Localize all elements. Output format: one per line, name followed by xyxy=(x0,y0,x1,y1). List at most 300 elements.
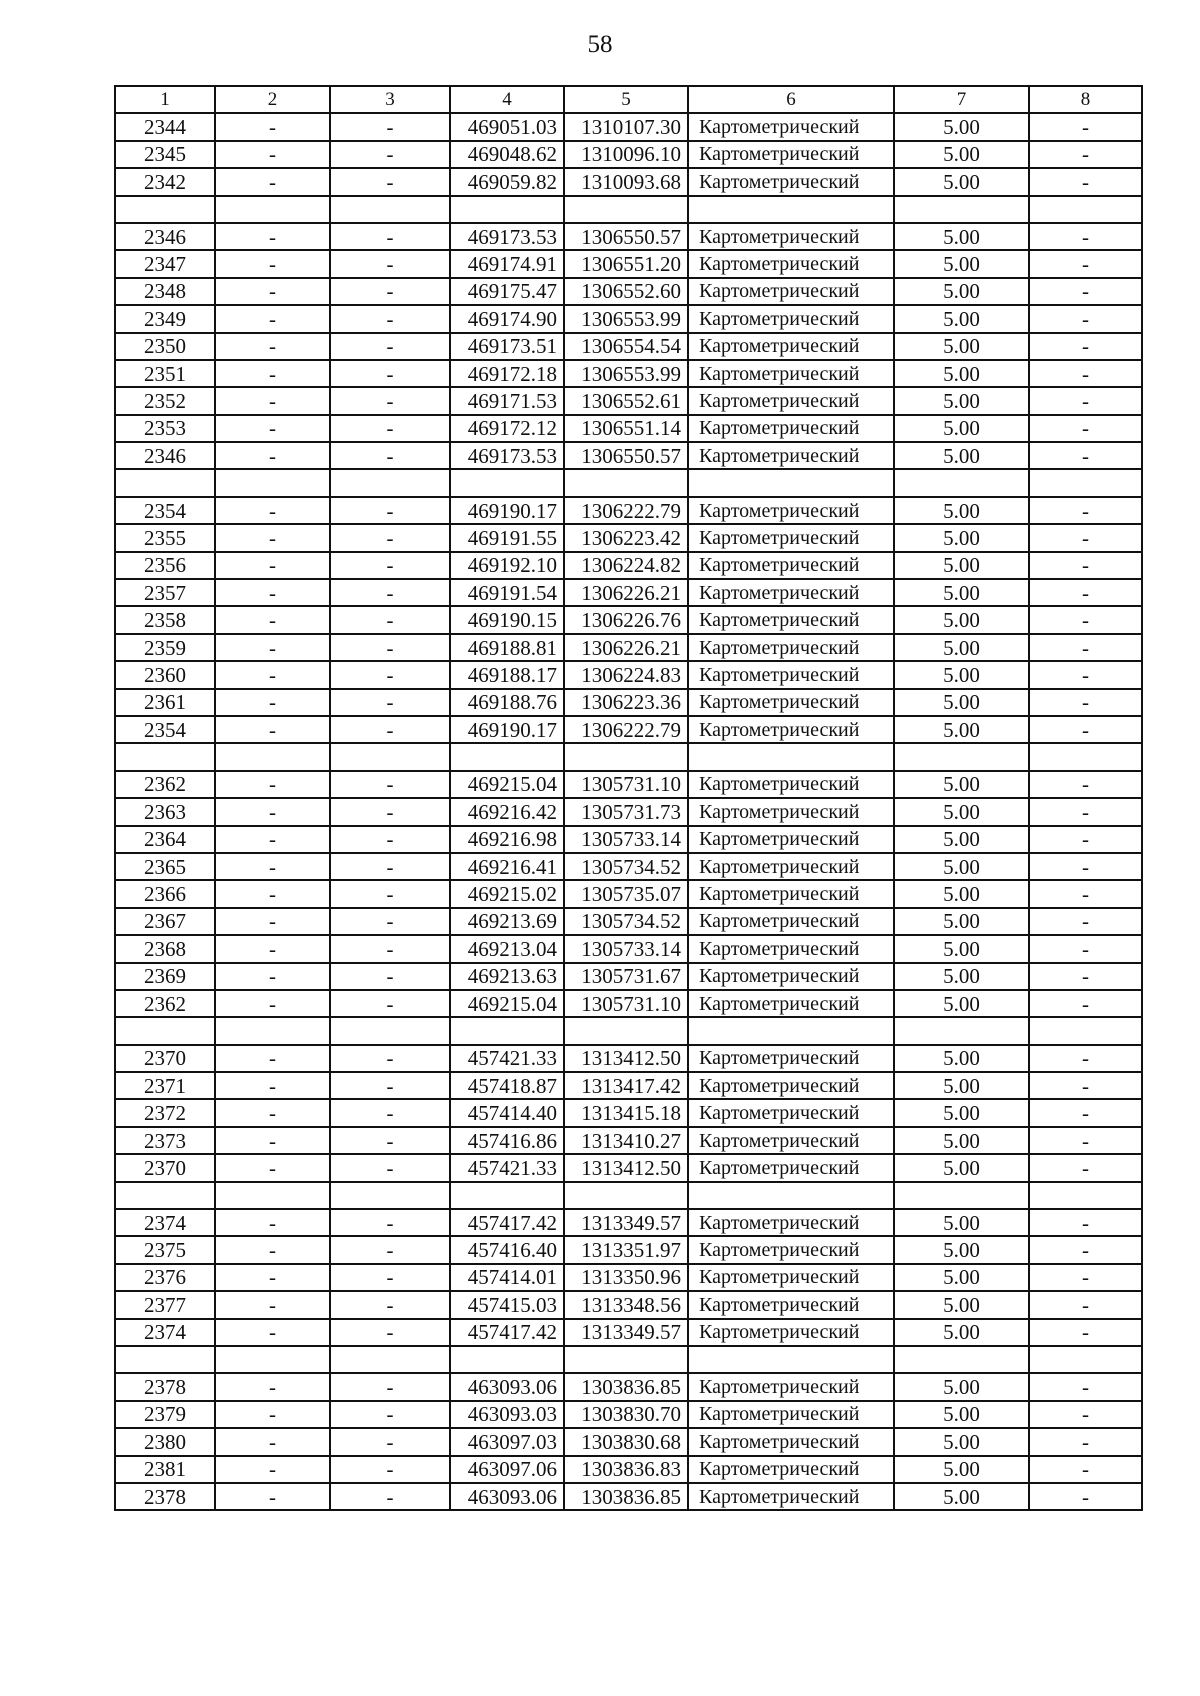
cell-point-number xyxy=(115,196,215,223)
cell-point-number xyxy=(115,469,215,496)
cell-x-coordinate xyxy=(450,1182,564,1209)
cell-accuracy xyxy=(894,1346,1029,1373)
cell-col-3: - xyxy=(330,1045,450,1072)
cell-y-coordinate: 1306226.76 xyxy=(564,606,688,633)
cell-col-3: - xyxy=(330,552,450,579)
cell-x-coordinate: 463093.06 xyxy=(450,1373,564,1400)
cell-col-3: - xyxy=(330,716,450,743)
cell-col-3: - xyxy=(330,1099,450,1126)
table-row xyxy=(115,1154,1142,1181)
cell-accuracy: 5.00 xyxy=(894,963,1029,990)
cell-col-2: - xyxy=(215,634,330,661)
cell-accuracy xyxy=(894,469,1029,496)
cell-y-coordinate: 1306552.61 xyxy=(564,387,688,414)
cell-y-coordinate: 1306223.42 xyxy=(564,524,688,551)
cell-accuracy: 5.00 xyxy=(894,1291,1029,1318)
cell-col-8: - xyxy=(1029,305,1142,332)
cell-method: Картометрический xyxy=(688,826,894,853)
cell-point-number: 2361 xyxy=(115,689,215,716)
cell-col-2: - xyxy=(215,689,330,716)
cell-point-number: 2371 xyxy=(115,1072,215,1099)
cell-accuracy: 5.00 xyxy=(894,1401,1029,1428)
table-row xyxy=(115,250,1142,277)
cell-x-coordinate: 457421.33 xyxy=(450,1154,564,1181)
cell-method: Картометрический xyxy=(688,689,894,716)
cell-point-number: 2360 xyxy=(115,661,215,688)
cell-method xyxy=(688,1182,894,1209)
page-number: 58 xyxy=(587,31,613,58)
cell-y-coordinate: 1303836.83 xyxy=(564,1456,688,1483)
cell-y-coordinate xyxy=(564,1017,688,1044)
cell-method: Картометрический xyxy=(688,606,894,633)
cell-x-coordinate: 463097.03 xyxy=(450,1428,564,1455)
cell-col-3: - xyxy=(330,579,450,606)
cell-col-8: - xyxy=(1029,223,1142,250)
cell-method: Картометрический xyxy=(688,1456,894,1483)
cell-accuracy: 5.00 xyxy=(894,1456,1029,1483)
column-header-1: 1 xyxy=(115,86,215,113)
cell-col-2: - xyxy=(215,497,330,524)
cell-col-8: - xyxy=(1029,689,1142,716)
table-row xyxy=(115,880,1142,907)
cell-y-coordinate xyxy=(564,469,688,496)
cell-method: Картометрический xyxy=(688,442,894,469)
cell-y-coordinate: 1306553.99 xyxy=(564,360,688,387)
table-row xyxy=(115,1319,1142,1346)
cell-method xyxy=(688,469,894,496)
cell-col-3: - xyxy=(330,1264,450,1291)
cell-col-3: - xyxy=(330,360,450,387)
cell-col-2: - xyxy=(215,1072,330,1099)
cell-accuracy: 5.00 xyxy=(894,1072,1029,1099)
cell-y-coordinate: 1306224.82 xyxy=(564,552,688,579)
cell-col-3 xyxy=(330,1017,450,1044)
cell-accuracy: 5.00 xyxy=(894,360,1029,387)
cell-col-3: - xyxy=(330,634,450,661)
cell-method: Картометрический xyxy=(688,963,894,990)
cell-col-8: - xyxy=(1029,278,1142,305)
cell-y-coordinate: 1305733.14 xyxy=(564,935,688,962)
column-header-2: 2 xyxy=(215,86,330,113)
cell-method: Картометрический xyxy=(688,1209,894,1236)
cell-col-2: - xyxy=(215,360,330,387)
cell-x-coordinate: 469215.04 xyxy=(450,990,564,1017)
table-row xyxy=(115,579,1142,606)
cell-col-3: - xyxy=(330,1319,450,1346)
cell-col-8: - xyxy=(1029,579,1142,606)
cell-col-2: - xyxy=(215,908,330,935)
cell-col-3 xyxy=(330,1182,450,1209)
column-header-6: 6 xyxy=(688,86,894,113)
cell-col-8 xyxy=(1029,1182,1142,1209)
cell-col-3: - xyxy=(330,1291,450,1318)
cell-x-coordinate: 469190.15 xyxy=(450,606,564,633)
cell-accuracy: 5.00 xyxy=(894,1209,1029,1236)
cell-point-number: 2363 xyxy=(115,798,215,825)
cell-method: Картометрический xyxy=(688,552,894,579)
table-row xyxy=(115,1209,1142,1236)
cell-point-number xyxy=(115,1017,215,1044)
cell-col-2: - xyxy=(215,1428,330,1455)
cell-col-8: - xyxy=(1029,798,1142,825)
cell-col-2: - xyxy=(215,935,330,962)
cell-accuracy: 5.00 xyxy=(894,497,1029,524)
cell-point-number: 2344 xyxy=(115,113,215,140)
cell-accuracy: 5.00 xyxy=(894,1483,1029,1510)
table-row xyxy=(115,1456,1142,1483)
cell-point-number xyxy=(115,1182,215,1209)
cell-col-8: - xyxy=(1029,908,1142,935)
cell-col-8: - xyxy=(1029,1045,1142,1072)
cell-method: Картометрический xyxy=(688,798,894,825)
cell-x-coordinate: 463097.06 xyxy=(450,1456,564,1483)
cell-col-3: - xyxy=(330,606,450,633)
cell-col-2 xyxy=(215,1017,330,1044)
cell-y-coordinate: 1303836.85 xyxy=(564,1483,688,1510)
table-row xyxy=(115,360,1142,387)
cell-x-coordinate: 469190.17 xyxy=(450,716,564,743)
cell-accuracy: 5.00 xyxy=(894,1127,1029,1154)
cell-col-3: - xyxy=(330,333,450,360)
table-row xyxy=(115,853,1142,880)
cell-x-coordinate: 469174.91 xyxy=(450,250,564,277)
cell-point-number: 2359 xyxy=(115,634,215,661)
cell-x-coordinate: 457417.42 xyxy=(450,1209,564,1236)
cell-col-3: - xyxy=(330,113,450,140)
cell-accuracy xyxy=(894,743,1029,770)
cell-method: Картометрический xyxy=(688,1127,894,1154)
cell-col-8: - xyxy=(1029,1428,1142,1455)
cell-method: Картометрический xyxy=(688,661,894,688)
cell-col-8: - xyxy=(1029,661,1142,688)
cell-point-number: 2362 xyxy=(115,990,215,1017)
cell-x-coordinate: 469191.54 xyxy=(450,579,564,606)
cell-y-coordinate: 1306222.79 xyxy=(564,716,688,743)
table-row xyxy=(115,1291,1142,1318)
cell-y-coordinate: 1305733.14 xyxy=(564,826,688,853)
cell-y-coordinate: 1313412.50 xyxy=(564,1045,688,1072)
cell-method: Картометрический xyxy=(688,524,894,551)
cell-col-3: - xyxy=(330,1127,450,1154)
cell-col-8: - xyxy=(1029,935,1142,962)
cell-accuracy xyxy=(894,1182,1029,1209)
cell-x-coordinate: 469174.90 xyxy=(450,305,564,332)
cell-x-coordinate: 469173.53 xyxy=(450,442,564,469)
cell-col-8: - xyxy=(1029,360,1142,387)
table-row xyxy=(115,1045,1142,1072)
cell-point-number: 2378 xyxy=(115,1373,215,1400)
table-row xyxy=(115,661,1142,688)
table-row xyxy=(115,141,1142,168)
cell-y-coordinate: 1306554.54 xyxy=(564,333,688,360)
cell-y-coordinate: 1310093.68 xyxy=(564,168,688,195)
cell-y-coordinate: 1306226.21 xyxy=(564,579,688,606)
cell-method: Картометрический xyxy=(688,1099,894,1126)
cell-point-number: 2362 xyxy=(115,771,215,798)
cell-point-number: 2376 xyxy=(115,1264,215,1291)
cell-col-2: - xyxy=(215,141,330,168)
table-row xyxy=(115,716,1142,743)
cell-method xyxy=(688,743,894,770)
cell-col-8: - xyxy=(1029,552,1142,579)
table-row xyxy=(115,497,1142,524)
cell-y-coordinate: 1306223.36 xyxy=(564,689,688,716)
cell-col-3: - xyxy=(330,278,450,305)
cell-method: Картометрический xyxy=(688,250,894,277)
cell-x-coordinate: 463093.03 xyxy=(450,1401,564,1428)
cell-method: Картометрический xyxy=(688,1428,894,1455)
cell-col-3: - xyxy=(330,524,450,551)
cell-col-2: - xyxy=(215,579,330,606)
cell-accuracy: 5.00 xyxy=(894,1045,1029,1072)
cell-y-coordinate xyxy=(564,196,688,223)
cell-method: Картометрический xyxy=(688,305,894,332)
cell-y-coordinate: 1313349.57 xyxy=(564,1209,688,1236)
cell-col-8: - xyxy=(1029,716,1142,743)
cell-col-8: - xyxy=(1029,963,1142,990)
cell-method xyxy=(688,196,894,223)
cell-col-3: - xyxy=(330,250,450,277)
table-row xyxy=(115,606,1142,633)
cell-method: Картометрический xyxy=(688,908,894,935)
cell-col-8 xyxy=(1029,196,1142,223)
cell-point-number: 2374 xyxy=(115,1319,215,1346)
column-header-8: 8 xyxy=(1029,86,1142,113)
table-row xyxy=(115,1072,1142,1099)
cell-x-coordinate xyxy=(450,743,564,770)
cell-method xyxy=(688,1346,894,1373)
cell-col-2: - xyxy=(215,880,330,907)
cell-method: Картометрический xyxy=(688,360,894,387)
cell-y-coordinate: 1313350.96 xyxy=(564,1264,688,1291)
cell-col-2: - xyxy=(215,963,330,990)
cell-point-number: 2368 xyxy=(115,935,215,962)
cell-col-2: - xyxy=(215,798,330,825)
cell-method: Картометрический xyxy=(688,1373,894,1400)
cell-accuracy: 5.00 xyxy=(894,524,1029,551)
cell-accuracy: 5.00 xyxy=(894,552,1029,579)
cell-col-3: - xyxy=(330,826,450,853)
cell-col-3: - xyxy=(330,963,450,990)
cell-col-8 xyxy=(1029,469,1142,496)
table-row xyxy=(115,689,1142,716)
cell-accuracy: 5.00 xyxy=(894,250,1029,277)
cell-col-3: - xyxy=(330,771,450,798)
cell-method xyxy=(688,1017,894,1044)
cell-method: Картометрический xyxy=(688,853,894,880)
cell-col-3: - xyxy=(330,661,450,688)
cell-x-coordinate: 457414.01 xyxy=(450,1264,564,1291)
header-row xyxy=(115,86,1142,113)
cell-col-3: - xyxy=(330,442,450,469)
cell-col-8: - xyxy=(1029,497,1142,524)
cell-method: Картометрический xyxy=(688,223,894,250)
cell-point-number: 2346 xyxy=(115,223,215,250)
cell-point-number: 2354 xyxy=(115,716,215,743)
cell-col-8: - xyxy=(1029,1401,1142,1428)
cell-accuracy: 5.00 xyxy=(894,606,1029,633)
table-row xyxy=(115,826,1142,853)
table-row xyxy=(115,1428,1142,1455)
cell-accuracy: 5.00 xyxy=(894,442,1029,469)
cell-x-coordinate: 469213.04 xyxy=(450,935,564,962)
cell-point-number: 2370 xyxy=(115,1045,215,1072)
cell-col-2: - xyxy=(215,990,330,1017)
cell-col-8: - xyxy=(1029,1236,1142,1263)
cell-point-number: 2380 xyxy=(115,1428,215,1455)
cell-x-coordinate: 469173.53 xyxy=(450,223,564,250)
cell-x-coordinate xyxy=(450,196,564,223)
cell-col-2: - xyxy=(215,1373,330,1400)
cell-y-coordinate: 1305734.52 xyxy=(564,853,688,880)
cell-x-coordinate: 469188.17 xyxy=(450,661,564,688)
cell-accuracy: 5.00 xyxy=(894,168,1029,195)
cell-x-coordinate xyxy=(450,1346,564,1373)
cell-col-2: - xyxy=(215,442,330,469)
cell-point-number: 2373 xyxy=(115,1127,215,1154)
cell-col-2: - xyxy=(215,1045,330,1072)
cell-col-8: - xyxy=(1029,1319,1142,1346)
cell-col-3: - xyxy=(330,1373,450,1400)
cell-col-2: - xyxy=(215,415,330,442)
cell-col-8: - xyxy=(1029,1127,1142,1154)
cell-col-3: - xyxy=(330,168,450,195)
cell-accuracy xyxy=(894,196,1029,223)
cell-col-8: - xyxy=(1029,415,1142,442)
cell-col-8: - xyxy=(1029,826,1142,853)
cell-accuracy: 5.00 xyxy=(894,113,1029,140)
cell-method: Картометрический xyxy=(688,497,894,524)
table-row xyxy=(115,771,1142,798)
cell-y-coordinate: 1306222.79 xyxy=(564,497,688,524)
cell-method: Картометрический xyxy=(688,141,894,168)
cell-point-number: 2381 xyxy=(115,1456,215,1483)
cell-accuracy: 5.00 xyxy=(894,1154,1029,1181)
cell-accuracy: 5.00 xyxy=(894,223,1029,250)
cell-col-2: - xyxy=(215,1236,330,1263)
cell-x-coordinate: 469172.18 xyxy=(450,360,564,387)
cell-method: Картометрический xyxy=(688,1154,894,1181)
cell-x-coordinate: 457415.03 xyxy=(450,1291,564,1318)
cell-point-number: 2353 xyxy=(115,415,215,442)
table-row xyxy=(115,469,1142,496)
cell-accuracy: 5.00 xyxy=(894,716,1029,743)
cell-col-3: - xyxy=(330,497,450,524)
cell-method: Картометрический xyxy=(688,579,894,606)
table-row xyxy=(115,634,1142,661)
table-row xyxy=(115,552,1142,579)
cell-x-coordinate xyxy=(450,1017,564,1044)
cell-x-coordinate: 457414.40 xyxy=(450,1099,564,1126)
cell-col-2 xyxy=(215,1346,330,1373)
cell-col-3: - xyxy=(330,908,450,935)
cell-x-coordinate: 469175.47 xyxy=(450,278,564,305)
cell-x-coordinate: 469059.82 xyxy=(450,168,564,195)
cell-col-8: - xyxy=(1029,1291,1142,1318)
cell-col-3: - xyxy=(330,1154,450,1181)
cell-point-number xyxy=(115,743,215,770)
cell-col-8: - xyxy=(1029,1456,1142,1483)
cell-point-number: 2379 xyxy=(115,1401,215,1428)
cell-col-2: - xyxy=(215,1209,330,1236)
cell-x-coordinate: 469216.98 xyxy=(450,826,564,853)
coordinates-table xyxy=(114,85,1143,1511)
cell-y-coordinate xyxy=(564,1346,688,1373)
table-row xyxy=(115,333,1142,360)
cell-method: Картометрический xyxy=(688,1236,894,1263)
table-row xyxy=(115,990,1142,1017)
table-row xyxy=(115,387,1142,414)
cell-accuracy: 5.00 xyxy=(894,579,1029,606)
column-header-7: 7 xyxy=(894,86,1029,113)
cell-col-8: - xyxy=(1029,606,1142,633)
table-row xyxy=(115,798,1142,825)
cell-x-coordinate: 469048.62 xyxy=(450,141,564,168)
cell-x-coordinate: 457421.33 xyxy=(450,1045,564,1072)
cell-col-8: - xyxy=(1029,1373,1142,1400)
cell-y-coordinate xyxy=(564,743,688,770)
cell-col-3: - xyxy=(330,880,450,907)
cell-x-coordinate: 469051.03 xyxy=(450,113,564,140)
cell-point-number: 2367 xyxy=(115,908,215,935)
cell-method: Картометрический xyxy=(688,1264,894,1291)
table-row xyxy=(115,1483,1142,1510)
cell-col-8: - xyxy=(1029,990,1142,1017)
cell-method: Картометрический xyxy=(688,415,894,442)
column-header-3: 3 xyxy=(330,86,450,113)
cell-col-2: - xyxy=(215,1401,330,1428)
cell-point-number: 2347 xyxy=(115,250,215,277)
cell-col-3 xyxy=(330,1346,450,1373)
table-row xyxy=(115,743,1142,770)
cell-point-number: 2357 xyxy=(115,579,215,606)
cell-col-2: - xyxy=(215,716,330,743)
cell-point-number: 2345 xyxy=(115,141,215,168)
cell-method: Картометрический xyxy=(688,880,894,907)
cell-accuracy: 5.00 xyxy=(894,1319,1029,1346)
cell-point-number: 2369 xyxy=(115,963,215,990)
cell-col-2: - xyxy=(215,1127,330,1154)
cell-method: Картометрический xyxy=(688,771,894,798)
cell-point-number: 2349 xyxy=(115,305,215,332)
table-row xyxy=(115,305,1142,332)
cell-col-2: - xyxy=(215,387,330,414)
cell-col-8: - xyxy=(1029,141,1142,168)
table-row xyxy=(115,1017,1142,1044)
table-row xyxy=(115,1346,1142,1373)
cell-col-8: - xyxy=(1029,880,1142,907)
cell-accuracy: 5.00 xyxy=(894,415,1029,442)
cell-point-number: 2342 xyxy=(115,168,215,195)
cell-accuracy: 5.00 xyxy=(894,1236,1029,1263)
cell-y-coordinate: 1305734.52 xyxy=(564,908,688,935)
cell-y-coordinate: 1313412.50 xyxy=(564,1154,688,1181)
table-row xyxy=(115,1264,1142,1291)
cell-method: Картометрический xyxy=(688,990,894,1017)
cell-col-3: - xyxy=(330,305,450,332)
cell-accuracy: 5.00 xyxy=(894,826,1029,853)
cell-col-2: - xyxy=(215,1099,330,1126)
table-row xyxy=(115,196,1142,223)
cell-point-number: 2377 xyxy=(115,1291,215,1318)
cell-method: Картометрический xyxy=(688,1291,894,1318)
table-row xyxy=(115,524,1142,551)
cell-x-coordinate: 469173.51 xyxy=(450,333,564,360)
cell-col-8: - xyxy=(1029,1209,1142,1236)
cell-point-number: 2351 xyxy=(115,360,215,387)
cell-x-coordinate: 469216.42 xyxy=(450,798,564,825)
cell-col-3: - xyxy=(330,990,450,1017)
